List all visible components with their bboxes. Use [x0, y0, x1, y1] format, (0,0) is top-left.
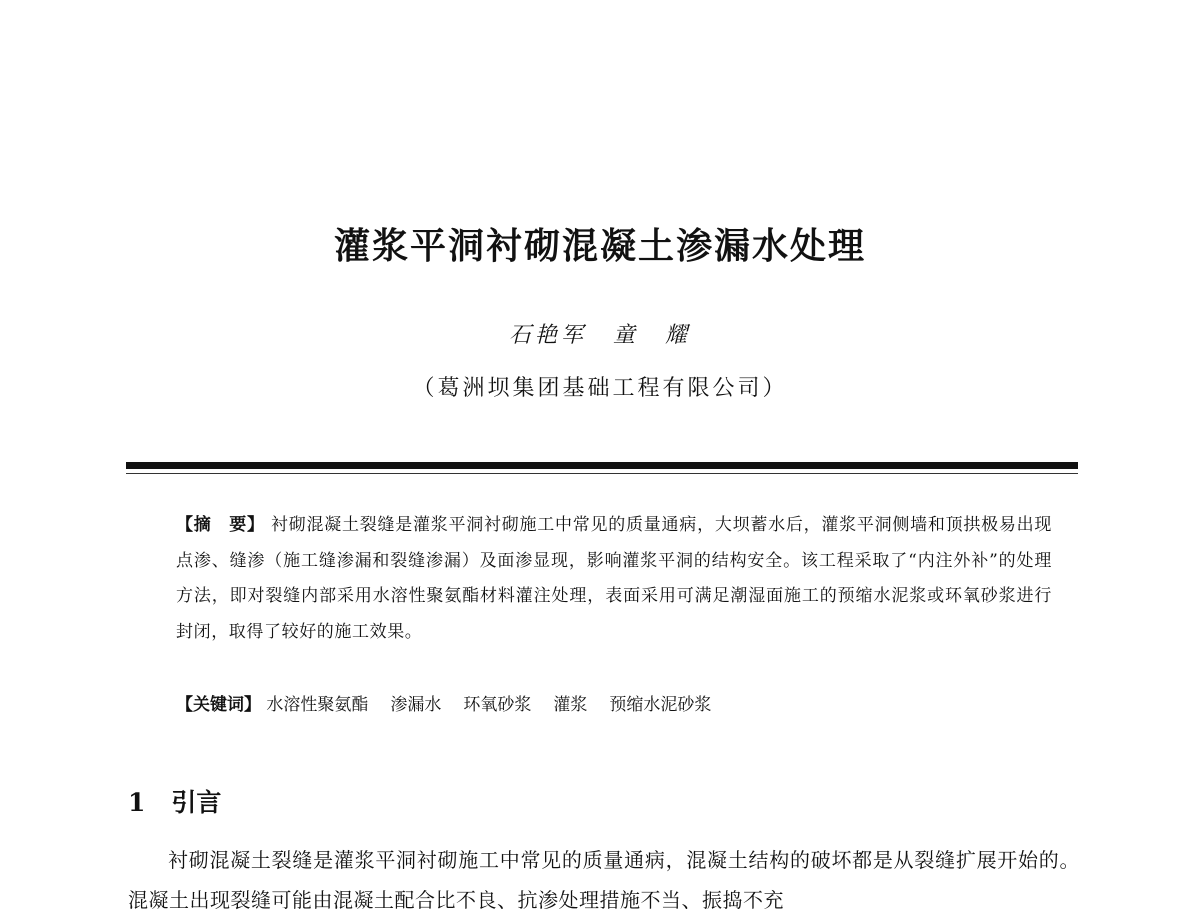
keyword: 灌浆: [553, 695, 588, 715]
section-number: 1: [128, 788, 146, 817]
abstract-text: 衬砌混凝土裂缝是灌浆平洞衬砌施工中常见的质量通病，大坝蓄水后，灌浆平洞侧墙和顶拱极易出现点渗、缝渗（施工缝渗漏和裂缝渗漏）及面渗显现，影响灌浆平洞的结构安全。该工程采取了“内注外补”的处理方法，即对裂缝内部采用水溶性聚氨酯材料灌注处理，表面采用可满足潮湿面施工的预缩水泥浆或环氧砂浆进行封闭，取得了较好的施工效果。: [176, 515, 1053, 642]
keywords: [176, 690, 1052, 720]
section-title: 引言: [171, 788, 222, 817]
keywords-label: 【关键词】: [176, 695, 261, 715]
keyword: 渗漏水: [390, 695, 442, 715]
header-rule-thin: [126, 473, 1078, 474]
affiliation: （葛洲坝集团基础工程有限公司）: [412, 376, 788, 401]
body-paragraph: 衬砌混凝土裂缝是灌浆平洞衬砌施工中常见的质量通病，混凝土结构的破坏都是从裂缝扩展开始的。混凝土出现裂缝可能由混凝土配合比不良、抗渗处理措施不当、振捣不充: [128, 848, 1080, 912]
abstract: [176, 508, 1052, 650]
authors: 石艳军 童 耀: [508, 323, 691, 348]
paper-title: 灌浆平洞衬砌混凝土渗漏水处理: [333, 226, 866, 267]
section-heading: [128, 783, 221, 819]
keyword: 环氧砂浆: [463, 695, 532, 715]
keyword: 预缩水泥砂浆: [609, 695, 712, 715]
header-rule-thick: [126, 462, 1078, 469]
abstract-label: 【摘 要】: [176, 515, 265, 535]
keyword: 水溶性聚氨酯: [266, 695, 369, 715]
